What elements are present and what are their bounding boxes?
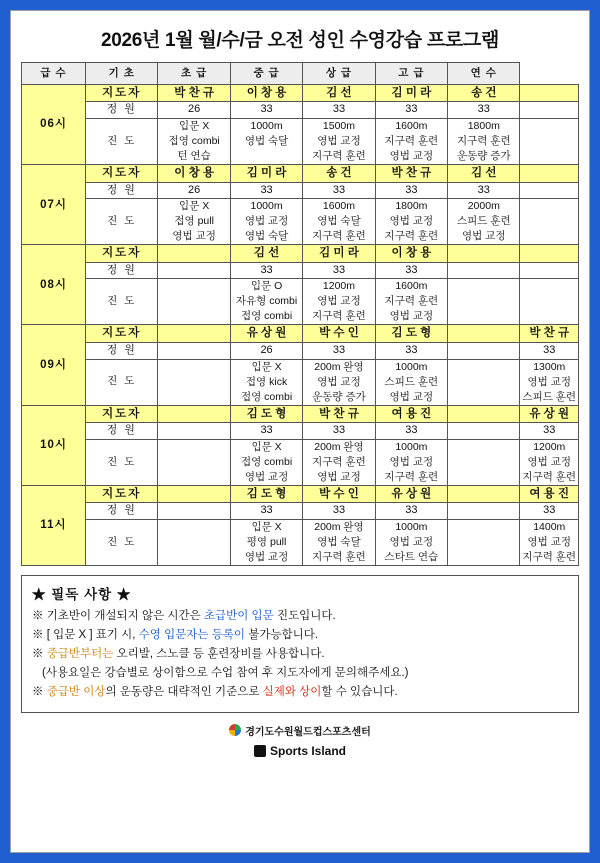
capacity-cell: 33	[303, 182, 375, 199]
program-line	[520, 309, 578, 324]
capacity-cell: 33	[230, 102, 302, 119]
capacity-cell	[158, 422, 230, 439]
table-row	[22, 485, 579, 502]
teacher-cell	[448, 485, 520, 502]
table-row	[22, 85, 579, 102]
program-line: 접영 combi	[168, 135, 220, 148]
capacity-cell: 33	[375, 503, 447, 520]
note-item-4: (사용요일은 강습별로 상이함으로 수업 참여 후 지도자에게 문의해주세요.)	[42, 666, 409, 679]
teacher-cell: 송 건	[448, 85, 520, 102]
program-cell	[520, 199, 579, 245]
program-cell	[520, 519, 579, 565]
capacity-cell: 33	[303, 503, 375, 520]
program-cell	[158, 119, 230, 165]
capacity-cell: 33	[303, 422, 375, 439]
page-title: 2026년 1월 월/수/금 오전 성인 수영강습 프로그램	[100, 30, 500, 51]
capacity-cell	[158, 262, 230, 279]
teacher-cell: 박 수 인	[303, 325, 375, 342]
program-line	[158, 294, 229, 309]
program-line: 스타트 연습	[384, 550, 439, 563]
table-row	[22, 519, 579, 565]
program-line: 1000m	[250, 120, 283, 133]
program-line	[448, 279, 519, 294]
program-line	[158, 440, 229, 455]
note-item-3: ※ 중급반부터는 오리발, 스노클 등 훈련장비를 사용합니다.	[32, 647, 325, 660]
row-label-teacher: 지도자	[86, 165, 158, 182]
program-cell	[230, 439, 302, 485]
teacher-cell: 유 상 원	[520, 405, 579, 422]
program-line	[448, 390, 519, 405]
capacity-cell: 33	[520, 342, 579, 359]
program-cell	[158, 199, 230, 245]
program-line: 접영 combi	[240, 390, 293, 403]
program-line: 영법 교정	[244, 215, 289, 228]
program-line	[158, 309, 229, 324]
program-line: 지구력 훈련	[384, 295, 439, 308]
program-cell	[158, 359, 230, 405]
teacher-cell	[158, 405, 230, 422]
column-header-advanced: 상 급	[303, 63, 375, 85]
program-line: 지구력 훈련	[522, 550, 577, 563]
program-line	[158, 375, 229, 390]
table-row	[22, 262, 579, 279]
program-cell	[520, 359, 579, 405]
program-cell	[230, 359, 302, 405]
capacity-cell	[158, 503, 230, 520]
row-label-program: 진 도	[86, 279, 158, 325]
program-line	[158, 520, 229, 535]
teacher-cell	[158, 325, 230, 342]
teacher-cell: 박 찬 규	[158, 85, 230, 102]
program-line: 자유형 combi	[235, 295, 298, 308]
teacher-cell: 이 창 용	[375, 245, 447, 262]
teacher-cell: 유 상 원	[230, 325, 302, 342]
program-cell	[448, 119, 520, 165]
row-label-capacity: 정 원	[86, 182, 158, 199]
row-label-program: 진 도	[86, 119, 158, 165]
teacher-cell: 김 미 라	[230, 165, 302, 182]
teacher-cell: 김 미 라	[303, 245, 375, 262]
program-line: 영법 교정	[527, 535, 571, 548]
column-header-beginner: 초 급	[158, 63, 230, 85]
program-line: 영법 교정	[389, 310, 434, 323]
capacity-cell: 33	[375, 102, 447, 119]
capacity-cell: 33	[448, 182, 520, 199]
program-cell	[230, 119, 302, 165]
teacher-cell	[158, 485, 230, 502]
program-line	[158, 550, 229, 565]
teacher-cell: 김 선	[448, 165, 520, 182]
program-line: 영법 교정	[172, 230, 216, 243]
program-line: 200m 완영	[314, 440, 364, 453]
capacity-cell: 33	[230, 503, 302, 520]
row-label-program: 진 도	[86, 199, 158, 245]
program-line	[448, 294, 519, 309]
table-row	[22, 199, 579, 245]
hour-label: 11시	[22, 485, 86, 565]
teacher-cell: 이 창 용	[158, 165, 230, 182]
footer	[21, 723, 579, 759]
capacity-cell	[448, 262, 520, 279]
program-line: 지구력 훈련	[312, 455, 366, 468]
program-line: 지구력 훈련	[384, 135, 439, 148]
program-line: 1800m	[395, 200, 428, 213]
program-line	[158, 470, 229, 485]
program-line: 평영 pull	[246, 535, 287, 548]
program-line	[520, 294, 578, 309]
capacity-cell: 33	[375, 342, 447, 359]
program-line	[448, 535, 519, 550]
program-line: 접영 combi	[240, 455, 293, 468]
program-cell	[520, 279, 579, 325]
program-line: 200m 완영	[314, 520, 364, 533]
column-header-expert: 고 급	[375, 63, 447, 85]
row-label-capacity: 정 원	[86, 422, 158, 439]
program-line: 접영 pull	[174, 215, 214, 228]
table-row	[22, 245, 579, 262]
program-cell	[375, 279, 447, 325]
teacher-cell: 박 찬 규	[303, 405, 375, 422]
table-row	[22, 422, 579, 439]
program-line: 스피드 훈련	[522, 390, 577, 403]
program-line: 영법 교정	[389, 390, 434, 403]
note-item-2: ※ [ 입문 X ] 표기 시, 수영 입문자는 등록이 불가능합니다.	[32, 628, 319, 641]
program-line: 영법 교정	[244, 550, 289, 563]
program-line: 1000m	[250, 200, 283, 213]
program-line	[520, 119, 578, 134]
teacher-cell	[520, 165, 579, 182]
program-line: 2000m	[467, 200, 500, 213]
column-header-level: 급 수	[22, 63, 86, 85]
hour-label: 09시	[22, 325, 86, 405]
program-line: 지구력 훈련	[522, 470, 577, 483]
capacity-cell	[520, 182, 579, 199]
row-label-teacher: 지도자	[86, 405, 158, 422]
capacity-cell: 33	[448, 102, 520, 119]
row-label-capacity: 정 원	[86, 262, 158, 279]
capacity-cell: 33	[375, 422, 447, 439]
program-line	[158, 360, 229, 375]
teacher-cell: 박 수 인	[303, 485, 375, 502]
capacity-cell: 33	[230, 182, 302, 199]
program-line: 지구력 훈련	[312, 550, 366, 563]
organization-logo-icon	[229, 724, 241, 736]
program-cell	[303, 439, 375, 485]
teacher-cell: 여 용 진	[375, 405, 447, 422]
program-line: 영법 교정	[389, 150, 434, 163]
table-row	[22, 182, 579, 199]
program-line: 영법 숙달	[244, 135, 289, 148]
program-cell	[158, 279, 230, 325]
program-line: 1500m	[322, 120, 356, 133]
program-line: 영법 숙달	[317, 215, 361, 228]
program-line: 영법 교정	[527, 455, 571, 468]
row-label-program: 진 도	[86, 359, 158, 405]
program-cell	[158, 519, 230, 565]
program-line	[231, 149, 302, 164]
teacher-cell: 김 미 라	[375, 85, 447, 102]
program-line	[158, 279, 229, 294]
program-line: 스피드 훈련	[384, 375, 439, 388]
column-header-training: 연 수	[448, 63, 520, 85]
program-line: 1400m	[533, 520, 566, 533]
program-cell	[230, 279, 302, 325]
table-row	[22, 165, 579, 182]
program-line: 영법 숙달	[244, 230, 289, 243]
program-line	[158, 390, 229, 405]
capacity-cell	[520, 102, 579, 119]
program-line	[520, 229, 578, 244]
program-line	[520, 149, 578, 164]
capacity-cell	[158, 342, 230, 359]
program-cell	[303, 279, 375, 325]
program-line: 영법 교정	[244, 470, 289, 483]
program-line	[158, 535, 229, 550]
hour-label: 08시	[22, 245, 86, 325]
capacity-cell: 26	[158, 102, 230, 119]
capacity-cell: 33	[230, 262, 302, 279]
teacher-cell: 유 상 원	[375, 485, 447, 502]
program-line	[448, 520, 519, 535]
program-line	[158, 455, 229, 470]
program-line	[520, 199, 578, 214]
teacher-cell: 김 도 형	[230, 405, 302, 422]
program-cell	[448, 519, 520, 565]
program-line	[520, 134, 578, 149]
teacher-cell: 여 용 진	[520, 485, 579, 502]
program-cell	[303, 359, 375, 405]
program-line: 영법 교정	[317, 470, 361, 483]
program-line: 1000m	[395, 360, 428, 373]
note-item-1: ※ 기초반이 개설되지 않은 시간은 초급반이 입문 진도입니다.	[32, 609, 336, 622]
table-row	[22, 342, 579, 359]
program-line: 1000m	[395, 520, 428, 533]
hour-label: 10시	[22, 405, 86, 485]
program-line: 1600m	[322, 200, 356, 213]
row-label-capacity: 정 원	[86, 503, 158, 520]
program-cell	[230, 519, 302, 565]
row-label-teacher: 지도자	[86, 245, 158, 262]
program-line: 영법 교정	[389, 535, 434, 548]
column-header-basic: 기 초	[86, 63, 158, 85]
capacity-cell: 33	[520, 422, 579, 439]
note-item-5: ※ 중급반 이상의 운동량은 대략적인 기준으로 실제와 상이할 수 있습니다.	[32, 685, 398, 698]
program-line	[520, 214, 578, 229]
program-cell	[303, 119, 375, 165]
capacity-cell: 26	[230, 342, 302, 359]
table-row	[22, 405, 579, 422]
teacher-cell	[448, 405, 520, 422]
row-label-program: 진 도	[86, 519, 158, 565]
table-header-row	[22, 63, 579, 85]
program-line: 지구력 훈련	[456, 135, 511, 148]
program-line: 지구력 훈련	[312, 150, 366, 163]
table-row	[22, 279, 579, 325]
organization	[229, 723, 371, 738]
program-line: 1600m	[395, 280, 428, 293]
notes-title: ★ 필독 사항 ★	[32, 586, 132, 602]
teacher-cell: 김 도 형	[230, 485, 302, 502]
notes-box	[21, 575, 579, 713]
program-line: 입문 X	[179, 200, 210, 213]
row-label-program: 진 도	[86, 439, 158, 485]
program-line	[448, 360, 519, 375]
row-label-capacity: 정 원	[86, 102, 158, 119]
program-cell	[448, 199, 520, 245]
brand	[21, 744, 579, 758]
program-cell	[520, 119, 579, 165]
program-line: 입문 X	[251, 520, 282, 533]
program-line	[448, 375, 519, 390]
program-line: 1600m	[395, 120, 428, 133]
program-line: 200m 완영	[314, 360, 364, 373]
program-line: 지구력 훈련	[384, 230, 439, 243]
table-row	[22, 359, 579, 405]
program-line: 영법 교정	[389, 455, 434, 468]
program-line: 영법 교정	[389, 215, 434, 228]
program-line: 운동량 증가	[456, 150, 511, 163]
program-cell	[375, 519, 447, 565]
teacher-cell	[520, 85, 579, 102]
program-cell	[448, 439, 520, 485]
program-cell	[448, 279, 520, 325]
schedule-table	[21, 62, 579, 566]
program-cell	[520, 439, 579, 485]
program-line: 영법 교정	[462, 230, 506, 243]
capacity-cell	[448, 422, 520, 439]
teacher-cell: 박 찬 규	[375, 165, 447, 182]
program-line	[448, 309, 519, 324]
program-line: 운동량 증가	[312, 390, 366, 403]
program-line: 영법 교정	[317, 135, 361, 148]
program-line: 지구력 훈련	[312, 230, 366, 243]
table-row	[22, 102, 579, 119]
program-line: 입문 X	[251, 360, 282, 373]
program-cell	[303, 199, 375, 245]
program-line: 턴 연습	[177, 150, 211, 163]
program-line: 1000m	[395, 440, 428, 453]
capacity-cell	[448, 503, 520, 520]
teacher-cell	[448, 245, 520, 262]
table-row	[22, 119, 579, 165]
program-cell	[375, 439, 447, 485]
program-cell	[303, 519, 375, 565]
capacity-cell: 26	[158, 182, 230, 199]
table-row	[22, 325, 579, 342]
capacity-cell: 33	[230, 422, 302, 439]
teacher-cell: 이 창 용	[230, 85, 302, 102]
program-line: 1300m	[533, 360, 566, 373]
teacher-cell	[158, 245, 230, 262]
brand-name: Sports Island	[269, 744, 346, 759]
table-row	[22, 439, 579, 485]
capacity-cell: 33	[375, 182, 447, 199]
program-cell	[230, 199, 302, 245]
program-line: 1800m	[467, 120, 500, 133]
teacher-cell	[448, 325, 520, 342]
program-line	[448, 455, 519, 470]
organization-name: 경기도수원월드컵스포츠센터	[245, 726, 371, 738]
schedule-poster	[10, 10, 590, 853]
program-line: 영법 교정	[527, 375, 571, 388]
program-cell	[448, 359, 520, 405]
program-line: 지구력 훈련	[312, 310, 366, 323]
row-label-teacher: 지도자	[86, 325, 158, 342]
capacity-cell: 33	[303, 262, 375, 279]
teacher-cell: 김 선	[230, 245, 302, 262]
program-cell	[375, 359, 447, 405]
teacher-cell: 김 선	[303, 85, 375, 102]
capacity-cell	[448, 342, 520, 359]
teacher-cell	[520, 245, 579, 262]
program-line: 1200m	[322, 280, 356, 293]
program-line: 지구력 훈련	[384, 470, 439, 483]
row-label-capacity: 정 원	[86, 342, 158, 359]
teacher-cell: 김 도 형	[375, 325, 447, 342]
program-cell	[375, 199, 447, 245]
program-line	[448, 550, 519, 565]
program-line: 입문 X	[251, 440, 282, 453]
capacity-cell	[520, 262, 579, 279]
teacher-cell: 박 찬 규	[520, 325, 579, 342]
hour-label: 07시	[22, 165, 86, 245]
brand-logo-icon	[254, 745, 266, 757]
program-line: 접영 combi	[240, 310, 293, 323]
capacity-cell: 33	[375, 262, 447, 279]
program-line: 접영 kick	[245, 375, 288, 388]
program-line: 영법 숙달	[317, 535, 361, 548]
row-label-teacher: 지도자	[86, 485, 158, 502]
program-line: 스피드 훈련	[456, 215, 511, 228]
capacity-cell: 33	[520, 503, 579, 520]
program-line	[448, 470, 519, 485]
table-row	[22, 503, 579, 520]
program-line: 영법 교정	[317, 375, 361, 388]
capacity-cell: 33	[303, 102, 375, 119]
teacher-cell: 송 건	[303, 165, 375, 182]
program-line: 입문 O	[250, 280, 283, 293]
hour-label: 06시	[22, 85, 86, 165]
column-header-intermediate: 중 급	[230, 63, 302, 85]
program-cell	[375, 119, 447, 165]
program-line: 1200m	[533, 440, 566, 453]
row-label-teacher: 지도자	[86, 85, 158, 102]
program-line	[520, 279, 578, 294]
program-line: 입문 X	[179, 120, 210, 133]
program-line: 영법 교정	[317, 295, 361, 308]
program-cell	[158, 439, 230, 485]
program-line	[448, 440, 519, 455]
capacity-cell: 33	[303, 342, 375, 359]
